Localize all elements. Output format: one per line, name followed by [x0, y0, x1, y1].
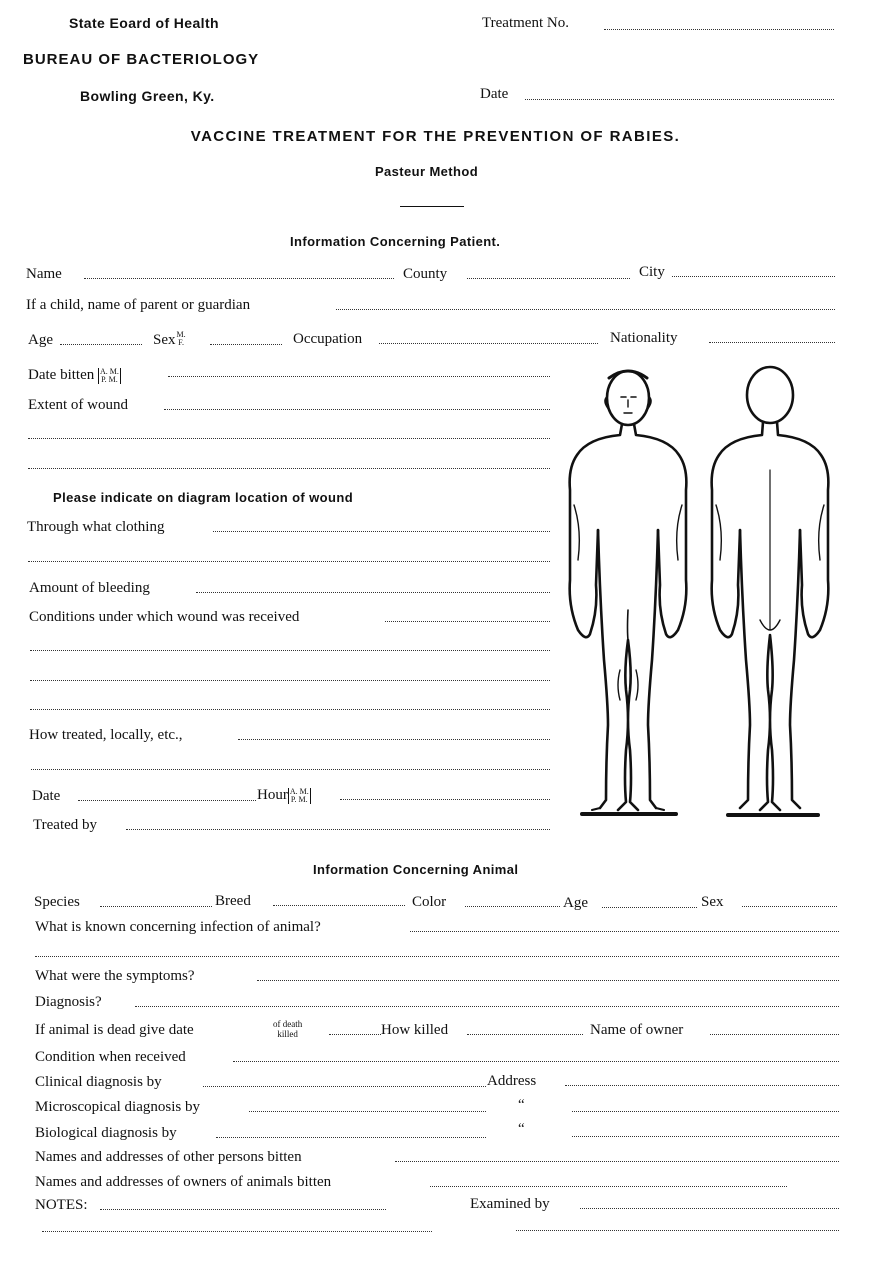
age-label: Age [28, 332, 53, 348]
treatment-no-label: Treatment No. [482, 15, 569, 31]
owner-label: Name of owner [590, 1022, 684, 1038]
microscopical-field[interactable] [249, 1111, 486, 1112]
form-subtitle: Pasteur Method [374, 164, 479, 179]
animal-age-label: Age [563, 895, 588, 911]
bleeding-label: Amount of bleeding [29, 580, 150, 596]
condition-received-field[interactable] [233, 1061, 839, 1062]
treatment-no-field[interactable] [604, 29, 834, 30]
name-field[interactable] [84, 278, 394, 279]
patient-section-title: Information Concerning Patient. [290, 234, 501, 249]
owners-bitten-field[interactable] [430, 1186, 787, 1187]
clinical-label: Clinical diagnosis by [35, 1074, 162, 1090]
animal-sex-field[interactable] [742, 906, 837, 907]
killed-label: killed [277, 1029, 298, 1039]
diagnosis-label: Diagnosis? [35, 994, 102, 1010]
date-bitten-label: Date bitten A. M. P. M. [28, 366, 119, 384]
hour-field[interactable] [340, 799, 550, 800]
clothing-label: Through what clothing [27, 519, 165, 535]
owners-bitten-label: Names and addresses of owners of animals bitten [35, 1174, 332, 1190]
treatment-date-field[interactable] [78, 800, 256, 801]
date-bitten-field[interactable] [168, 376, 550, 377]
title-divider [400, 206, 464, 207]
dead-date-field[interactable] [329, 1034, 381, 1035]
color-field[interactable] [465, 906, 560, 907]
how-killed-field[interactable] [467, 1034, 583, 1035]
sex-m: M. [176, 329, 186, 339]
front-body-figure [570, 371, 687, 810]
clothing-field[interactable] [213, 531, 550, 532]
symptoms-label: What were the symptoms? [35, 968, 195, 984]
date-label: Date [480, 86, 509, 102]
city-field[interactable] [672, 276, 835, 277]
ditto-mark-1: “ [518, 1097, 525, 1113]
conditions-field-2[interactable] [30, 650, 550, 651]
city-label: City [639, 264, 665, 280]
how-treated-field[interactable] [238, 739, 550, 740]
guardian-field[interactable] [336, 309, 835, 310]
am-label: A. M. [99, 366, 119, 376]
diagram-instruction: Please indicate on diagram location of wound [53, 490, 354, 505]
clothing-field-2[interactable] [28, 561, 550, 562]
examined-by-field-2[interactable] [516, 1230, 839, 1231]
back-body-figure [712, 367, 829, 810]
microscopical-address-field[interactable] [572, 1111, 839, 1112]
owner-field[interactable] [710, 1034, 839, 1035]
animal-age-field[interactable] [602, 907, 697, 908]
notes-field[interactable] [100, 1209, 386, 1210]
sex-f: F. [178, 337, 184, 347]
examined-by-label: Examined by [470, 1196, 550, 1212]
treated-by-field[interactable] [126, 829, 550, 830]
how-killed-label: How killed [381, 1022, 449, 1038]
sex-field[interactable] [210, 344, 282, 345]
dead-date-label: If animal is dead give date [35, 1022, 194, 1038]
breed-field[interactable] [273, 905, 405, 906]
biological-label: Biological diagnosis by [35, 1125, 177, 1141]
clinical-field[interactable] [203, 1086, 486, 1087]
microscopical-label: Microscopical diagnosis by [35, 1099, 200, 1115]
infection-field[interactable] [410, 931, 839, 932]
form-title: VACCINE TREATMENT FOR THE PREVENTION OF RABIES. [190, 128, 681, 145]
header-date-field[interactable] [525, 99, 834, 100]
infection-label: What is known concerning infection of animal? [35, 919, 321, 935]
animal-sex-label: Sex [701, 894, 724, 910]
infection-field-2[interactable] [35, 956, 839, 957]
conditions-field[interactable] [385, 621, 550, 622]
species-label: Species [34, 894, 80, 910]
animal-section-title: Information Concerning Animal [313, 862, 519, 877]
treated-by-label: Treated by [33, 817, 98, 833]
extent-label: Extent of wound [28, 397, 128, 413]
address-label: Address [487, 1073, 537, 1089]
biological-field[interactable] [216, 1137, 486, 1138]
guardian-label: If a child, name of parent or guardian [26, 297, 251, 313]
county-label: County [403, 266, 448, 282]
death-or-killed [273, 1019, 302, 1039]
occupation-label: Occupation [293, 331, 363, 347]
diagnosis-field[interactable] [135, 1006, 839, 1007]
notes-label: NOTES: [35, 1197, 88, 1213]
biological-address-field[interactable] [572, 1136, 839, 1137]
of-death-label: of death [273, 1019, 303, 1029]
clinical-address-field[interactable] [565, 1085, 839, 1086]
symptoms-field[interactable] [257, 980, 839, 981]
examined-by-field[interactable] [580, 1208, 839, 1209]
hour-pm: P. M. [290, 794, 308, 804]
conditions-field-3[interactable] [30, 680, 550, 681]
other-persons-label: Names and addresses of other persons bitten [35, 1149, 302, 1165]
color-label: Color [412, 894, 447, 910]
treatment-date-label: Date [32, 788, 61, 804]
other-persons-field[interactable] [395, 1161, 839, 1162]
ditto-mark-2: “ [518, 1121, 525, 1137]
extent-field-2[interactable] [28, 438, 550, 439]
hour-am: A. M. [289, 786, 309, 796]
county-field[interactable] [467, 278, 630, 279]
sex-label: SexM. F. [153, 329, 186, 348]
bureau-location: Bowling Green, Ky. [80, 88, 215, 104]
condition-received-label: Condition when received [35, 1049, 186, 1065]
board-name: State Eoard of Health [69, 15, 219, 31]
how-treated-field-2[interactable] [31, 769, 550, 770]
notes-field-2[interactable] [42, 1231, 432, 1232]
conditions-label: Conditions under which wound was received [29, 609, 300, 625]
extent-field-3[interactable] [28, 468, 550, 469]
name-label: Name [26, 266, 62, 282]
body-diagram[interactable] [560, 340, 850, 825]
how-treated-label: How treated, locally, etc., [29, 727, 183, 743]
breed-label: Breed [215, 893, 251, 909]
nationality-label: Nationality [610, 330, 678, 346]
extent-field[interactable] [164, 409, 550, 410]
hour-label: Hour A. M. P. M. [257, 786, 309, 804]
pm-label: P. M. [101, 374, 118, 384]
bleeding-field[interactable] [196, 592, 550, 593]
conditions-field-4[interactable] [30, 709, 550, 710]
species-field[interactable] [100, 906, 212, 907]
bureau-name: BUREAU OF BACTERIOLOGY [23, 51, 260, 68]
age-field[interactable] [60, 344, 142, 345]
